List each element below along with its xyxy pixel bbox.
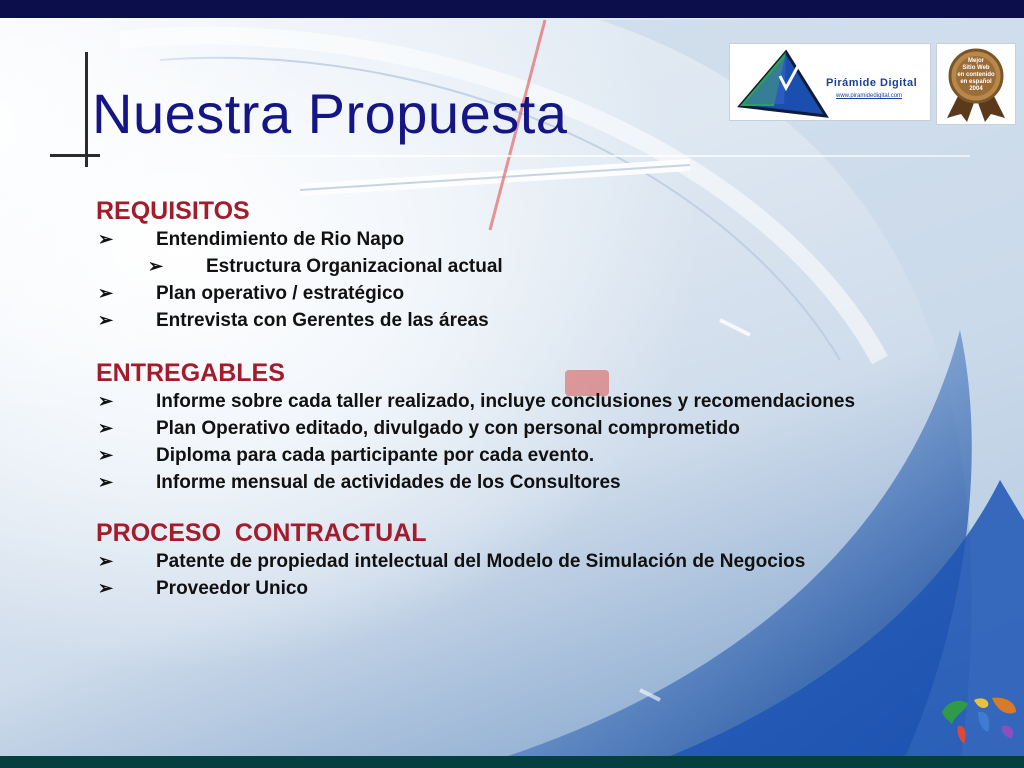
arrow-bullet-icon: ➢ bbox=[148, 256, 164, 276]
pyramid-check-icon bbox=[734, 46, 830, 122]
section-spacer bbox=[96, 496, 956, 518]
list-item bbox=[96, 388, 956, 415]
logo-name: Pirámide Digital bbox=[826, 77, 918, 89]
top-bar bbox=[0, 0, 1024, 18]
list-item-text: Plan Operativo editado, divulgado y con personal comprometido bbox=[156, 418, 740, 439]
arrow-bullet-icon: ➢ bbox=[98, 551, 114, 571]
slide-title: Nuestra Propuesta bbox=[92, 82, 568, 145]
list-item bbox=[96, 226, 956, 253]
list-item-text: Informe sobre cada taller realizado, incluye conclusiones y recomendaciones bbox=[156, 391, 856, 412]
award-badge bbox=[936, 43, 1016, 125]
arrow-bullet-icon: ➢ bbox=[98, 445, 114, 465]
section-heading-entregables: ENTREGABLES bbox=[96, 359, 285, 387]
list-item bbox=[96, 280, 956, 307]
list-item-text: Diploma para cada participante por cada evento. bbox=[156, 445, 595, 466]
arrow-bullet-icon: ➢ bbox=[98, 310, 114, 330]
arrow-bullet-icon: ➢ bbox=[98, 391, 114, 411]
arrow-bullet-icon: ➢ bbox=[98, 283, 114, 303]
world-map-globe-icon bbox=[938, 690, 1020, 750]
badge-line-3: en contenido bbox=[957, 72, 995, 78]
slide-content bbox=[96, 196, 956, 602]
list-item bbox=[96, 415, 956, 442]
list-item-text: Estructura Organizacional actual bbox=[206, 256, 503, 277]
list-item-text: Patente de propiedad intelectual del Modelo de Simulación de Negocios bbox=[156, 551, 806, 572]
title-underline bbox=[100, 155, 970, 157]
list-item-text: Informe mensual de actividades de los Consultores bbox=[156, 472, 621, 493]
section-heading-requisitos: REQUISITOS bbox=[96, 197, 250, 225]
list-item-text: Entendimiento de Rio Napo bbox=[156, 229, 405, 250]
list-item bbox=[96, 575, 956, 602]
title-vertical-rule bbox=[85, 52, 88, 167]
section-heading-proceso-contractual: PROCESO CONTRACTUAL bbox=[96, 519, 427, 547]
requisitos-list bbox=[96, 226, 956, 334]
bottom-bar bbox=[0, 756, 1024, 768]
arrow-bullet-icon: ➢ bbox=[98, 578, 114, 598]
arrow-bullet-icon: ➢ bbox=[98, 418, 114, 438]
arrow-bullet-icon: ➢ bbox=[98, 472, 114, 492]
list-item-text: Entrevista con Gerentes de las áreas bbox=[156, 310, 489, 331]
list-item-text: Plan operativo / estratégico bbox=[156, 283, 405, 304]
piramide-digital-logo bbox=[729, 43, 931, 121]
section-spacer bbox=[96, 334, 956, 358]
logo-url: www.piramidedigital.com bbox=[836, 93, 903, 99]
list-item-sub bbox=[96, 253, 956, 280]
list-item-text: Proveedor Unico bbox=[156, 578, 309, 599]
list-item bbox=[96, 548, 956, 575]
entregables-list bbox=[96, 388, 956, 496]
list-item bbox=[96, 469, 956, 496]
badge-line-2: Sitio Web bbox=[962, 65, 990, 71]
proceso-contractual-list bbox=[96, 548, 956, 602]
title-horizontal-rule bbox=[50, 154, 100, 157]
arrow-bullet-icon: ➢ bbox=[98, 229, 114, 249]
badge-line-4: en español bbox=[960, 79, 992, 85]
badge-line-1: Mejor bbox=[967, 58, 984, 64]
list-item bbox=[96, 307, 956, 334]
list-item bbox=[96, 442, 956, 469]
badge-line-5: 2004 bbox=[969, 86, 983, 92]
